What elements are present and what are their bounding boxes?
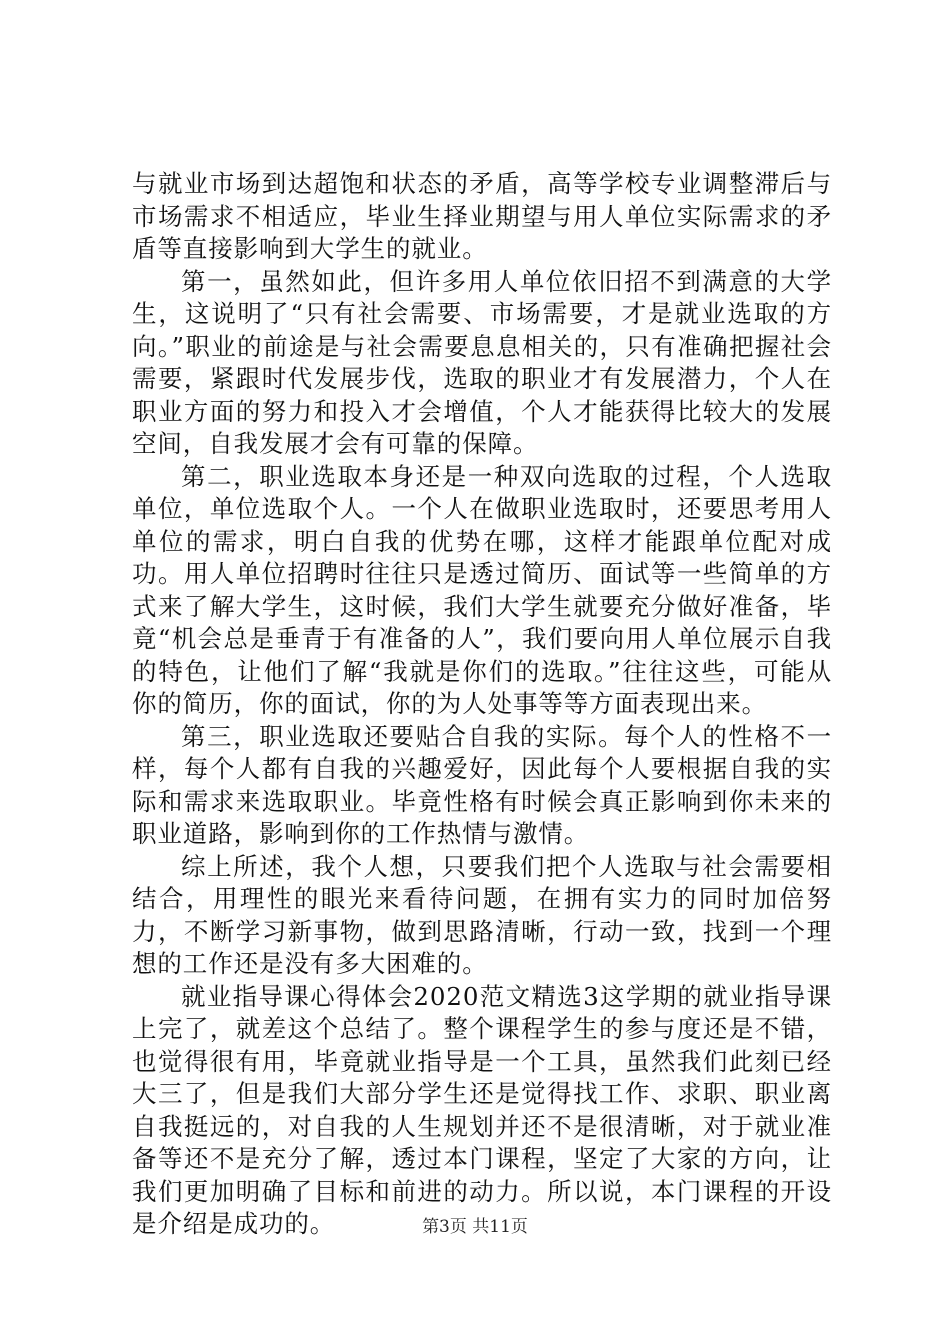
paragraph-conclusion: 综上所述，我个人想，只要我们把个人选取与社会需要相结合，用理性的眼光来看待问题，在拥有实力的同时加倍努力，不断学习新事物，做到思路清晰，行动一致，找到一个理想的工作还是没有多大困难的。 (132, 851, 832, 978)
paragraph-first-point: 第一，虽然如此，但许多用人单位依旧招不到满意的大学生，这说明了“只有社会需要、市场需要，才是就业选取的方向。”职业的前途是与社会需要息息相关的，只有准确把握社会需要，紧跟时代发展步伐，选取的职业才有发展潜力，个人在职业方面的努力和投入才会增值，个人才能获得比较大的发展空间，自我发展才会有可靠的保障。 (132, 266, 832, 458)
paragraph-continuation: 与就业市场到达超饱和状态的矛盾，高等学校专业调整滞后与市场需求不相适应，毕业生择业期望与用人单位实际需求的矛盾等直接影响到大学生的就业。 (132, 169, 832, 263)
page-footer: 第3页 共11页 (422, 1217, 528, 1237)
paragraph-third-point: 第三，职业选取还要贴合自我的实际。每个人的性格不一样，每个人都有自我的兴趣爱好，因此每个人要根据自我的实际和需求来选取职业。毕竟性格有时候会真正影响到你未来的职业道路，影响到你的工作热情与激情。 (132, 721, 832, 848)
document-body (132, 168, 832, 1241)
paragraph-essay-three: 就业指导课心得体会2020范文精选3这学期的就业指导课上完了，就差这个总结了。整个课程学生的参与度还是不错，也觉得很有用，毕竟就业指导是一个工具，虽然我们此刻已经大三了，但是我们大部分学生还是觉得找工作、求职、职业离自我挺远的，对自我的人生规划并还不是很清晰，对于就业准备等还不是充分了解，透过本门课程，坚定了大家的方向，让我们更加明确了目标和前进的动力。所以说，本门课程的开设是介绍是成功的。 (132, 981, 832, 1238)
paragraph-second-point: 第二，职业选取本身还是一种双向选取的过程，个人选取单位，单位选取个人。一个人在做职业选取时，还要思考用人单位的需求，明白自我的优势在哪，这样才能跟单位配对成功。用人单位招聘时往往只是透过简历、面试等一些简单的方式来了解大学生，这时候，我们大学生就要充分做好准备，毕竟“机会总是垂青于有准备的人”，我们要向用人单位展示自我的特色，让他们了解“我就是你们的选取。”往往这些，可能从你的简历，你的面试，你的为人处事等等方面表现出来。 (132, 461, 832, 718)
